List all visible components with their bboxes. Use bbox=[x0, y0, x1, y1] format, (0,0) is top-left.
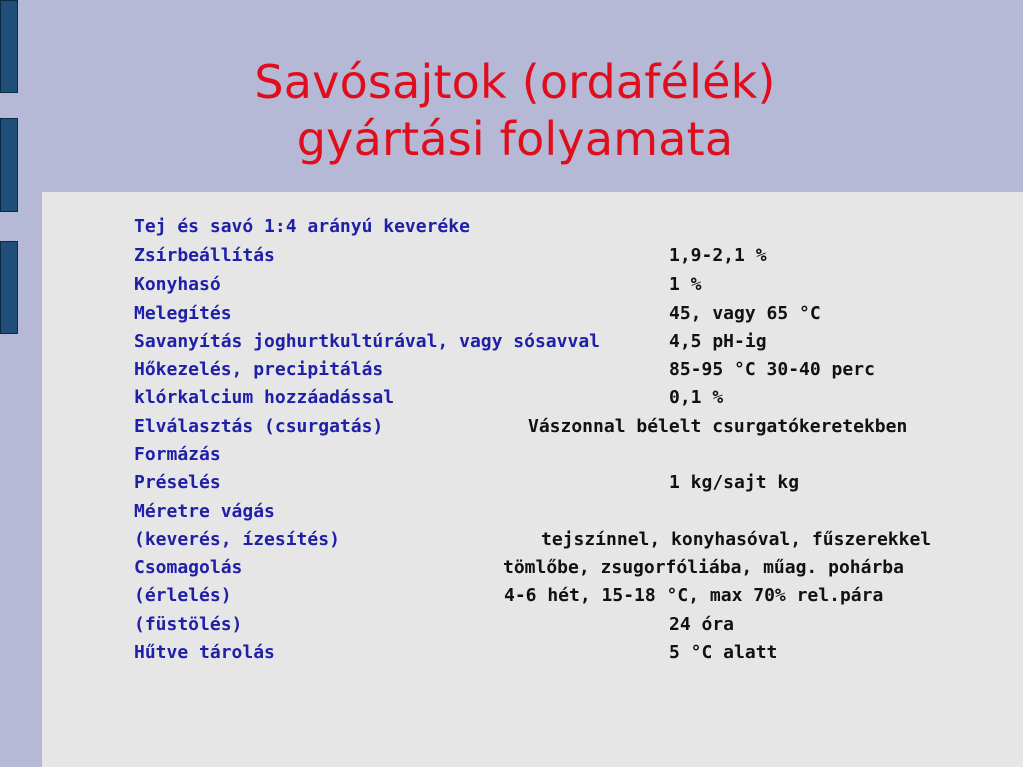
slide-title-line-2: gyártási folyamata bbox=[296, 112, 734, 166]
step-label: Csomagolás bbox=[134, 557, 243, 578]
step-value: 1 kg/sajt kg bbox=[669, 472, 800, 493]
step-label: Méretre vágás bbox=[134, 501, 275, 522]
slide-title bbox=[60, 54, 970, 168]
process-step-row bbox=[134, 441, 221, 469]
process-step-row bbox=[134, 611, 735, 639]
side-decoration-bar bbox=[0, 118, 18, 212]
step-value: 1,9-2,1 % bbox=[669, 245, 767, 266]
step-value: 5 °C alatt bbox=[669, 642, 778, 663]
step-label: Préselés bbox=[134, 472, 221, 493]
step-value: Vászonnal bélelt csurgatókeretekben bbox=[528, 416, 908, 437]
step-label: Konyhasó bbox=[134, 274, 221, 295]
step-value: 4,5 pH-ig bbox=[669, 331, 767, 352]
step-label: (keverés, ízesítés) bbox=[134, 529, 340, 550]
process-step-row bbox=[134, 498, 275, 526]
step-value: 0,1 % bbox=[669, 387, 724, 408]
step-label: Tej és savó 1:4 arányú keveréke bbox=[134, 216, 470, 237]
process-step-row bbox=[134, 384, 724, 412]
process-step-row bbox=[134, 526, 932, 554]
side-decoration-bar bbox=[0, 0, 18, 93]
step-label: (érlelés) bbox=[134, 585, 232, 606]
step-label: Savanyítás joghurtkultúrával, vagy sósavval bbox=[134, 331, 600, 352]
step-value: 4-6 hét, 15-18 °C, max 70% rel.pára bbox=[504, 585, 884, 606]
process-step-row bbox=[134, 242, 767, 270]
process-step-row bbox=[134, 300, 821, 328]
step-label: klórkalcium hozzáadással bbox=[134, 387, 395, 408]
step-label: Hűtve tárolás bbox=[134, 642, 275, 663]
step-label: Formázás bbox=[134, 444, 221, 465]
step-value: tömlőbe, zsugorfóliába, műag. pohárba bbox=[503, 557, 904, 578]
step-label: Elválasztás (csurgatás) bbox=[134, 416, 384, 437]
step-label: (füstölés) bbox=[134, 614, 243, 635]
process-step-row bbox=[134, 356, 875, 384]
process-step-row bbox=[134, 213, 470, 241]
content-panel bbox=[42, 192, 1023, 767]
process-step-row bbox=[134, 328, 767, 356]
process-step-row bbox=[134, 271, 702, 299]
process-step-row bbox=[134, 582, 884, 610]
step-label: Zsírbeállítás bbox=[134, 245, 275, 266]
process-step-row bbox=[134, 639, 778, 667]
process-step-row bbox=[134, 413, 908, 441]
process-step-row bbox=[134, 469, 800, 497]
slide-title-line-1: Savósajtok (ordafélék) bbox=[254, 55, 776, 109]
step-label: Melegítés bbox=[134, 303, 232, 324]
step-value: 85-95 °C 30-40 perc bbox=[669, 359, 875, 380]
side-decoration-bar bbox=[0, 241, 18, 334]
step-value: 24 óra bbox=[669, 614, 735, 635]
step-value: 1 % bbox=[669, 274, 702, 295]
step-label: Hőkezelés, precipitálás bbox=[134, 359, 384, 380]
step-value: tejszínnel, konyhasóval, fűszerekkel bbox=[541, 529, 932, 550]
step-value: 45, vagy 65 °C bbox=[669, 303, 821, 324]
process-step-row bbox=[134, 554, 904, 582]
